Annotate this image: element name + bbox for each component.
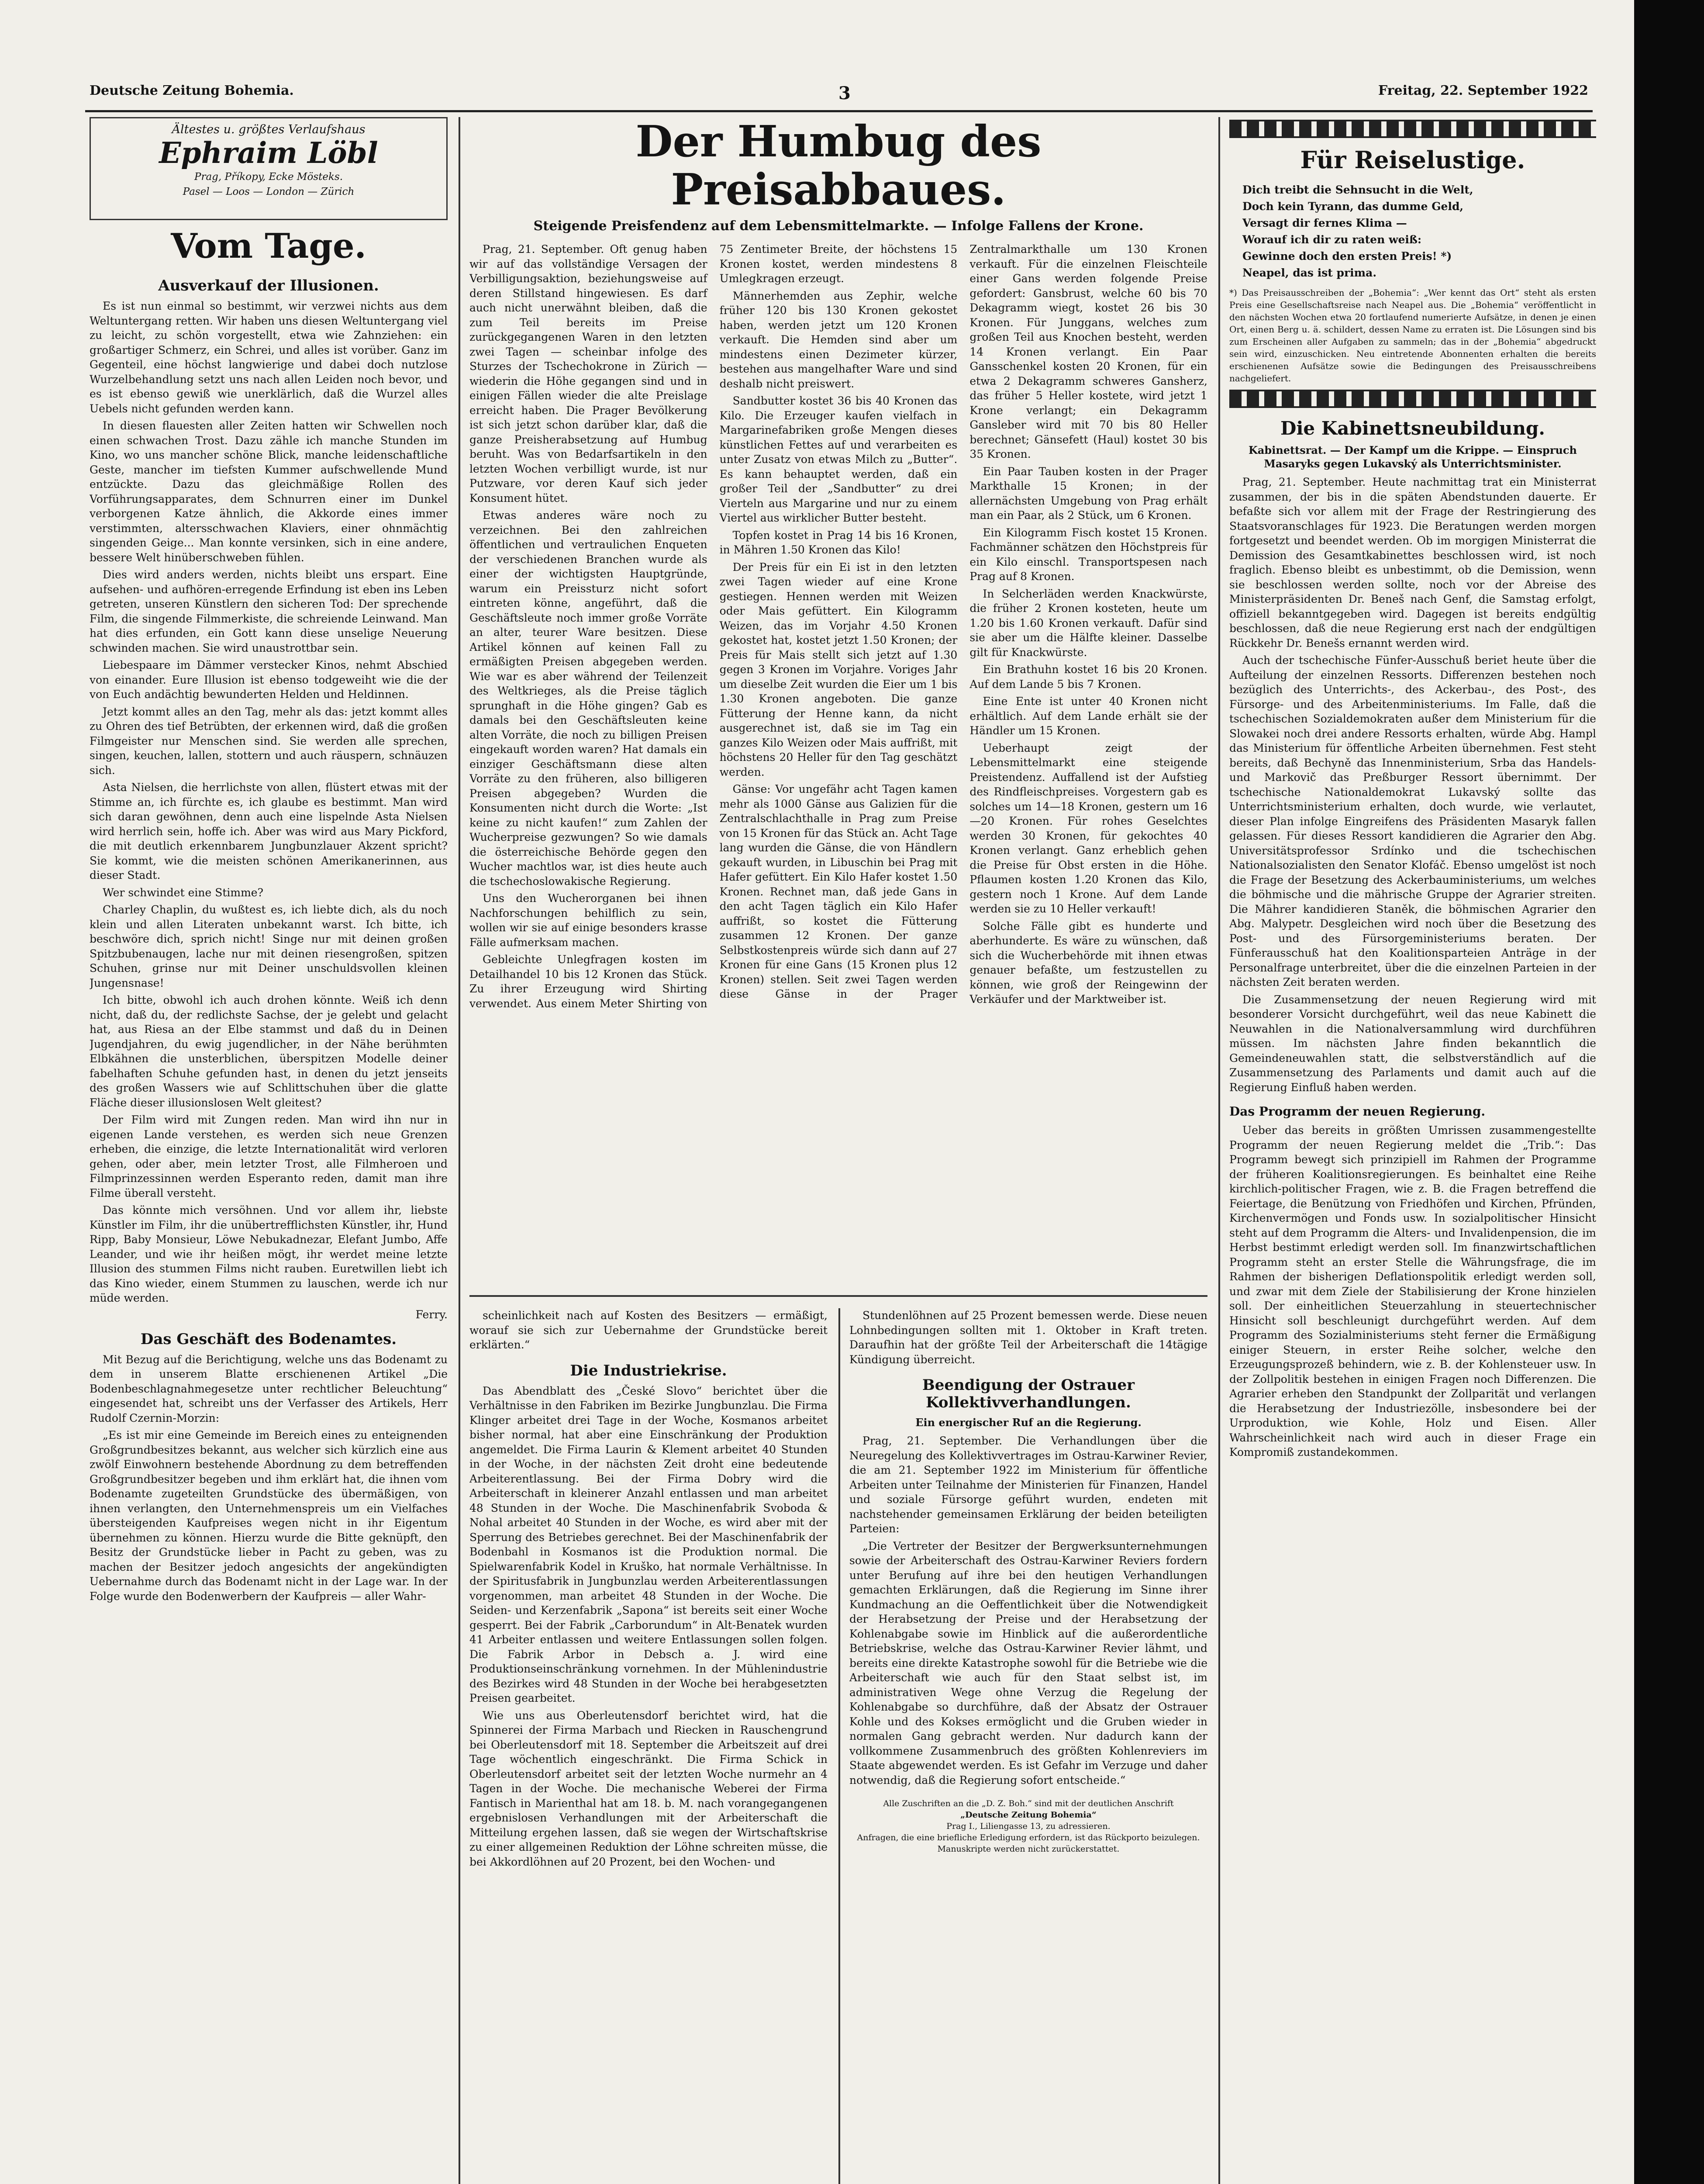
paragraph: Das Abendblatt des „České Slovo“ berichtet über die Verhältnisse in den Fabriken im Bezirke Jungbunzlau. Die Firma Klinger arbeitet drei Tage in der Woche, Kosmanos arbeitet bisher normal, hat aber eine Einschränkung der Produktion angemeldet. Die Firma Laurin & Klement arbeitet 40 Stunden in der Woche, in der nächsten Zeit droht eine bedeutende Arbeiterentlassung. Bei der Firma Dobry wird die Arbeiterschaft in kleinerer Anzahl entlassen und man arbeitet 48 Stunden in der Woche. Die Maschinenfabrik Svoboda & Nohal arbeitet 40 Stunden in der Woche, es wird aber mit der Sperrung des Betriebes gerechnet. Bei der Maschinenfabrik der Bodenbahl in Kosmanos ist die Produktion normal. Die Spielwarenfabrik Kodel in Kruško, hat normale Verhältnisse. In der Spiritusfabrik in Jungbunzlau werden Arbeiterentlassungen vorgenommen, man arbeitet 48 Stunden in der Woche. Die Seiden- und Kerzenfabrik „Sapona“ ist bereits seit einer Woche gesperrt. Bei der Fabrik „Carborundum“ in Alt-Benatek wurden 41 Arbeiter entlassen und weitere Entlassungen sollen folgen. Die Fabrik Arbor in Debsch a. J. wird eine Produktionseinschränkung vornehmen. In der Mühlenindustrie des Bezirkes wird 48 Stunden in der Woche bei herabgesetzten Preisen gearbeitet. xyxy=(469,1384,828,1704)
paragraph: Gebleichte Unlegfragen kosten im Detailhandel 10 bis 12 Kronen das Stück. Zu ihrer Erzeugung wird Shirting verwendet. Aus einem Meter Shirting von 75 Zentimeter Breite, der höchstens 15 Kronen kostet, werden mindestens 8 Umlegkragen erzeugt. xyxy=(469,243,958,1010)
column-middle-right xyxy=(849,1308,1207,2184)
ad-line: Pasel — Loos — London — Zürich xyxy=(183,186,355,197)
poem-line: Doch kein Tyrann, das dumme Geld, xyxy=(1242,200,1464,213)
main-article xyxy=(469,117,1207,1292)
column-right xyxy=(1229,117,1596,2184)
column-divider xyxy=(459,117,460,2184)
scan-edge xyxy=(1634,0,1704,2184)
ad-company-name: Ephraim Löbl xyxy=(159,136,378,170)
paragraph: Es ist nun einmal so bestimmt, wir verzwei nichts aus dem Weltuntergang retten. Wir haben uns diesen Weltuntergang viel zu leicht, zu schön vorgestellt, etwa wie Zahnziehen: ein großartiger Schmerz, ein Schrei, und alles ist vorüber. Ganz im Gegenteil, eine höchst langwierige und dabei doch nutzlose Wurzelbehandlung setzt uns nach allen Leiden noch bevor, und es ist ebenso gewiß wie unerklärlich, daß die Wurzel alles Uebels nicht gefunden werden kann. xyxy=(90,300,448,415)
masthead-left: Deutsche Zeitung Bohemia. xyxy=(90,83,294,98)
decorative-border xyxy=(1229,390,1596,408)
paragraph: Auch der tschechische Fünfer-Ausschuß beriet heute über die Aufteilung der einzelnen Ressorts. Differenzen bestehen noch bezüglich des Unterrichts-, des Ackerbau-, des Post-, des Fürsorge- und des Arbeitenministeriums. Im Falle, daß die tschechischen Sozialdemokraten außer dem Ministerium für die Slowakei noch drei andere Ressorts erhalten, würde Abg. Hampl das Ministerium für öffentliche Arbeiten übernehmen. Fest steht bereits, daß Bechyně das Innenministerium, Srba das Handels- und Markovič das Preßburger Ressort übernimmt. Der tschechische Nationaldemokrat Lukavský sollte das Unterrichtsministerium erhalten, doch wurde, wie verlautet, dieser Plan infolge Eingreifens des Präsidenten Masaryk fallen gelassen. Für dieses Ressort kandidieren die Agrarier den Abg. Universitätsprofessor Srdínko und die tschechischen Nationalsozialisten den Senator Klofáč. Ebenso umgelöst ist noch die Frage der Besetzung des Ackerbauministeriums, um welches die böhmische und die mährische Gruppe der Agrarier streiten. Die Mährer kandidieren Staněk, die böhmischen Agrarier den Abg. Malypetr. Desgleichen wird noch über die Besetzung des Post- und des Fürsorgeministeriums beraten. Der Fünferausschuß hat den Koalitionsparteien Anträge in der Personalfrage unterbreitet, über die die einzelnen Parteien in der nächsten Zeit beraten werden. xyxy=(1229,654,1596,988)
subheading: Das Programm der neuen Regierung. xyxy=(1229,1104,1486,1119)
paragraph: Der Preis für ein Ei ist in den letzten zwei Tagen wieder auf eine Krone gestiegen. Hennen werden mit Weizen oder Mais gefüttert. Ein Kilogramm Weizen, das im Vorjahr 4.50 Kronen gekostet hat, kostet jetzt 1.50 Kronen; der Preis für Mais stellt sich jetzt auf 1.30 gegen 3 Kronen im Vorjahre. Voriges Jahr um dieselbe Zeit wurden die Eier um 1 bis 1.30 Kronen angeboten. Die ganze Fütterung der Henne kann, da nicht ausgerechnet ist, daß sie im Tag ein ganzes Kilo Weizen oder Mais auffrißt, mit höchstens 20 Heller für den Tag geschätzt werden. xyxy=(719,560,958,778)
ad-line: Prag, Příkopy, Ecke Mösteks. xyxy=(194,171,343,183)
paragraph: Jetzt kommt alles an den Tag, mehr als das: jetzt kommt alles zu Ohren des tief Betrübten, der erkennen wird, daß die großen Filmgeister nur Menschen sind. Sie werden alle sprechen, singen, keuchen, lallen, stottern und auch räuspern, schnäuzen sich. xyxy=(90,705,448,777)
paragraph: Eine Ente ist unter 40 Kronen nicht erhältlich. Auf dem Lande erhält sie der Händler um 15 Kronen. xyxy=(969,695,1207,737)
paragraph: Mit Bezug auf die Berichtigung, welche uns das Bodenamt zu dem in unserem Blatte erschienenen Artikel „Die Bodenbeschlagnahmegesetze unter rechtlicher Beleuchtung“ eingesendet hat, schreibt uns der Verfasser des Artikels, Herr Rudolf Czernin-Morzin: xyxy=(90,1353,448,1424)
paragraph: Uns den Wucherorganen bei ihnen Nachforschungen behilflich zu sein, wollen wir sie auf einige besonders krasse Fälle aufmerksam machen. xyxy=(469,892,707,949)
paragraph: Ueber das bereits in größten Umrissen zusammengestellte Programm der neuen Regierung meldet die „Trib.“: Das Programm bewegt sich prinzipiell im Rahmen der Programme der früheren Koalitionsregierungen. Es beinhaltet eine Reihe kirchlich-politischer Fragen, wie z. B. die Fragen betreffend die Feiertage, die Benützung von Friedhöfen und Kirchen, Pfründen, Kirchenvermögen und Fonds usw. In sozialpolitischer Hinsicht steht auf dem Programm die Alters- und Invalidenpension, die im Herbst bestimmt erledigt werden soll. Im finanzwirtschaftlichen Programm steht an erster Stelle die Währungsfrage, die im Rahmen der bisherigen Deflationspolitik erledigt werden soll, und zwar mit dem Ziele der Stabilisierung der Krone hinzielen soll. Der einheitlichen Steuerzahlung in steuertechnischer Hinsicht soll beschleunigt durchgeführt werden. Auf dem Programm des Sozialministeriums steht ferner die Ermäßigung einiger Steuern, in erster Reihe solcher, welche den Erzeugungsprozeß behindern, wie z. B. der Kohlensteuer usw. In der Zollpolitik bestehen in einigen Fragen noch Differenzen. Die Agrarier erheben den Standpunkt der Zollparität und verlangen die Herabsetzung der Industriezölle, insbesondere bei der Urproduktion, wie Kohle, Holz und Eisen. Aller Wahrscheinlichkeit nach wird auch in dieser Frage ein Kompromiß zustandekommen. xyxy=(1229,1124,1596,1458)
masthead-date: Freitag, 22. September 1922 xyxy=(1378,83,1588,98)
paragraph: „Es ist mir eine Gemeinde im Bereich eines zu enteignenden Großgrundbesitzes bekannt, aus welcher sich kürzlich eine aus zwölf Einwohnern bestehende Abordnung zu dem betreffenden Großgrundbesitzer begeben und ihm erklärt hat, die ihnen vom Bodenamte zugeteilten Grundstücke des übermäßigen, von ihnen verlangten, den Unternehmenspreis um ein Vielfaches übersteigenden Kaufpreises wegen nicht in ihr Eigentum übernehmen zu können. Hierzu wurde die Bitte geknüpft, den Besitz der Grundstücke lieber in Pacht zu geben, was zu machen der Besitzer jedoch angesichts der angekündigten Uebernahme durch das Bodenamt nicht in der Lage war. In der Folge wurde den Bodenwerbern der Kaufpreis — aller Wahr- xyxy=(90,1429,448,1603)
paragraph: Prag, 21. September. Heute nachmittag trat ein Ministerrat zusammen, der bis in die späten Abendstunden dauerte. Er befaßte sich vor allem mit der Frage der Restringierung des Staatsvoranschlages für 1923. Die Beratungen werden morgen fortgesetzt und beendet werden. Ob im morgigen Ministerrat die Demission des Gesamtkabinettes beschlossen wird, ist noch fraglich. Ebenso bleibt es unbestimmt, ob die Demission, wenn sie beschlossen werden sollte, noch vor der Abreise des Ministerpräsidenten Dr. Beneš nach Genf, die Samstag erfolgt, offiziell bekanntgegeben wird. Dagegen ist bereits endgültig beschlossen, daß die neue Regierung erst nach der endgültigen Rückkehr Dr. Benešs ernannt werden wird. xyxy=(1229,476,1596,650)
poem-line: Versagt dir fernes Klima — xyxy=(1242,217,1407,229)
ad-line: Ältestes u. größtes Verlaufshaus xyxy=(172,123,366,136)
editorial-address xyxy=(849,1798,1207,1855)
paragraph: Wie uns aus Oberleutensdorf berichtet wird, hat die Spinnerei der Firma Marbach und Riecken in Rauschengrund bei Oberleutensdorf mit 18. September die Arbeitszeit auf drei Tage wöchentlich eingeschränkt. Die Firma Schick in Oberleutensdorf arbeitet seit der letzten Woche nurmehr an 4 Tagen in der Woche. Die mechanische Weberei der Firma Fantisch in Marienthal hat am 18. b. M. nach vorangegangenen ergebnislosen Verhandlungen mit der Arbeiterschaft die Mitteilung ergehen lassen, daß sie wegen der Wirtschaftskrise zu einer allgemeinen Reduktion der Löhne schreiten müsse, die bei Akkordlöhnen auf 20 Prozent, bei den Wochen- und xyxy=(469,1709,828,1868)
article-deck: Ein energischer Ruf an die Regierung. xyxy=(915,1416,1142,1429)
article-title: Beendigung der Ostrauer Kollektivverhandlungen. xyxy=(922,1376,1135,1411)
poem-line: Neapel, das ist prima. xyxy=(1242,266,1377,279)
masthead-rule xyxy=(85,110,1593,112)
headline: Der Humbug des Preisabbaues. xyxy=(635,117,1042,215)
column-middle-left xyxy=(469,1308,828,2184)
paragraph: Etwas anderes wäre noch zu verzeichnen. Bei den zahlreichen öffentlichen und vertraulichen Enqueten der verschiedenen Branchen wurde als einer der wichtigsten Hauptgründe, warum ein Preissturz nicht sofort eintreten könne, angeführt, daß die Geschäftsleute noch immer große Vorräte an alter, teurer Ware besitzen. Diese Artikel können auf keinen Fall zu ermäßigten Preisen abgegeben werden. Wie war es aber während der Teilenzeit des Weltkrieges, als die Preise täglich sprunghaft in die Höhe gingen? Gab es damals bei den Geschäftsleuten keine alten Vorräte, die noch zu billigen Preisen eingekauft worden waren? Hat damals ein einziger Geschäftsmann diese alten Vorräte zu den früheren, also billigeren Preisen abgegeben? Wurden die Konsumenten nicht durch die Worte: „Ist keine zu nicht kaufen!“ zum Zahlen der Wucherpreise gezwungen? So wie damals die österreichische Behörde gegen den Wucher machtlos war, ist dies heute auch die tschechoslowakische Regierung. xyxy=(469,509,707,888)
address-line: Manuskripte werden nicht zurückerstattet. xyxy=(937,1844,1120,1854)
paragraph: Liebespaare im Dämmer verstecker Kinos, nehmt Abschied von einander. Eure Illusion ist ebenso todgeweiht wie die der von Euch andächtig bewunderten Helden und Heldinnen. xyxy=(90,659,448,701)
paragraph: „Die Vertreter der Besitzer der Bergwerksunternehmungen sowie der Arbeiterschaft des Ostrau-Karwiner Reviers fordern unter Berufung auf ihre bei den heutigen Verhandlungen gemachten Erklärungen, daß die Regierung im Sinne ihrer Kundmachung an die Oeffentlichkeit über die Notwendigkeit der Herabsetzung der Preise und der Herabsetzung der Kohlenabgabe sowie im Hinblick auf die außerordentliche Betriebskrise, welche das Ostrau-Karwiner Revier lähmt, und bereits eine direkte Katastrophe sowohl für die Betriebe wie die Arbeiterschaft wie auch für den Staat selbst ist, im administrativen Wege ohne Verzug die Regelung der Kohlenabgabe so durchführe, daß der Absatz der Ostrauer Kohle und des Kokses ermöglicht und die Gruben wieder in normalen Gang gebracht werden. Nur dadurch kann der vollkommene Zusammenbruch des größten Kohlenreviers im Staate abgewendet werden. Es ist Gefahr im Verzuge und daher notwendig, daß die Regierung sofort entscheide.“ xyxy=(849,1539,1207,1787)
page-number: 3 xyxy=(838,83,851,104)
paragraph: scheinlichkeit nach auf Kosten des Besitzers — ermäßigt, worauf sie sich zur Uebernahme der Grundstücke bereit erklärten.“ xyxy=(469,1309,828,1351)
article-title: Ausverkauf der Illusionen. xyxy=(158,277,379,294)
headline-deck: Steigende Preisfendenz auf dem Lebensmittelmarkte. — Infolge Fallens der Krone. xyxy=(533,218,1144,234)
paragraph: Der Film wird mit Zungen reden. Man wird ihn nur in eigenen Lande verstehen, es werden sich neue Grenzen erheben, die einzige, die letzte Internationalität wird verloren gehen, oder aber, mein letzter Trost, alle Filmheroen und Filmprinzessinnen werden Esperanto reden, damit man ihre Filme überall versteht. xyxy=(90,1113,448,1199)
section-title: Vom Tage. xyxy=(171,226,366,266)
address-line: „Deutsche Zeitung Bohemia“ xyxy=(960,1810,1097,1820)
paragraph: Gänse: Vor ungefähr acht Tagen kamen mehr als 1000 Gänse aus Galizien für die Zentralschlachthalle in Prag zum Preise von 15 Kronen für das Stück an. Acht Tage lang wurden die Gänse, die von Händlern gekauft wurden, in Libuschin bei Prag mit Hafer gefüttert. Ein Kilo Hafer kostet 1.50 Kronen. Rechnet man, daß jede Gans in den acht Tagen täglich ein Kilo Hafer auffrißt, so kostet die Fütterung zusammen 12 Kronen. Der ganze Selbstkostenpreis würde sich dann auf 27 Kronen für eine Gans (15 Kronen plus 12 Kronen) stellen. Seit zwei Tagen werden diese Gänse in der Prager Zentralmarkthalle um 130 Kronen verkauft. Für die einzelnen Fleischteile einer Gans werden folgende Preise gefordert: Gansbrust, welche 60 bis 70 Dekagramm wiegt, kostet 26 bis 30 Kronen. Für Junggans, welches zum großen Teil aus Knochen besteht, werden 14 Kronen verlangt. Ein Paar Gansschenkel kosten 20 Kronen, für ein etwa 2 Dekagramm schweres Gansherz, das früher 5 Heller kostete, wird jetzt 1 Krone verlangt; ein Dekagramm Gansleber wird mit 70 bis 80 Heller berechnet; Gänsefett (Haul) kostet 30 bis 35 Kronen. xyxy=(719,243,1207,1000)
column-left xyxy=(90,117,448,2184)
paragraph: Prag, 21. September. Oft genug haben wir auf das vollständige Versagen der Verbilligungsaktion, beziehungsweise auf deren Stillstand hingewiesen. Es darf auch nicht unerwähnt bleiben, daß die zum Teil bereits im Preise zurückgegangenen Waren in den letzten zwei Tagen — scheinbar infolge des Sturzes der Tschechokrone in Zürich — wiederin die Höhe gegangen sind und in einigen Fällen wieder die alte Preislage erreicht haben. Die Prager Bevölkerung ist sich jetzt schon darüber klar, daß die ganze Preisherabsetzung auf Humbug beruht. Was von Bedarfsartikeln in den letzten Wochen verbilligt wurde, ist nur Putzware, vor deren Kauf sich jeder Konsument hütet. xyxy=(469,243,707,505)
paragraph: Stundenlöhnen auf 25 Prozent bemessen werde. Diese neuen Lohnbedingungen sollten mit 1. Oktober in Kraft treten. Daraufhin hat der größte Teil der Arbeiterschaft die 14tägige Kündigung überreicht. xyxy=(849,1309,1207,1366)
footnote: *) Das Preisausschreiben der „Bohemia“: „Wer kennt das Ort“ steht als ersten Preis eine Gesellschaftsreise nach Neapel aus. Die „Bohemia“ veröffentlicht in den nächsten Wochen etwa 20 fortlaufend numerierte Aufsätze, in denen je einen Ort, einen Berg u. ä. schildert, dessen Name zu erraten ist. Die Lösungen sind bis zum Erscheinen aller Aufgaben zu sammeln; das in der „Bohemia“ abgedruckt sein wird, einzuschicken. Neu eintretende Abonnenten erhalten die bereits erschienenen Aufsätze sowie die Bedingungen des Preisausschreibens nachgeliefert. xyxy=(1229,287,1596,384)
paragraph: Prag, 21. September. Die Verhandlungen über die Neuregelung des Kollektivvertrages im Ostrau-Karwiner Revier, die am 21. September 1922 im Ministerium für öffentliche Arbeiten unter Teilnahme der Ministerien für Finanzen, Handel und soziale Fürsorge geführt wurden, endeten mit nachstehender gemeinsamen Erklärung der beiden beteiligten Parteien: xyxy=(849,1434,1207,1535)
article-deck: Kabinettsrat. — Der Kampf um die Krippe. — Einspruch Masaryks gegen Lukavský als Unterrichtsminister. xyxy=(1249,444,1577,470)
paragraph: Topfen kostet in Prag 14 bis 16 Kronen, in Mähren 1.50 Kronen das Kilo! xyxy=(719,529,958,556)
paragraph: Ein Kilogramm Fisch kostet 15 Kronen. Fachmänner schätzen den Höchstpreis für ein Kilo einschl. Transportspesen nach Prag auf 8 Kronen. xyxy=(969,526,1207,583)
poem-line: Dich treibt die Sehnsucht in die Welt, xyxy=(1242,183,1473,196)
paragraph: Charley Chaplin, du wußtest es, ich liebte dich, als du noch klein und allen Literaten unbekannt warst. Ich bitte, ich beschwöre dich, sprich nicht! Singe nur mit deinen großen Spitzbubenaugen, lache nur mit deinen riesengroßen, spitzen Schuhen, grinse nur mit Deiner unschuldsvollen kleinen Jungensnase! xyxy=(90,903,448,989)
poem-line: Worauf ich dir zu raten weiß: xyxy=(1242,233,1422,246)
paragraph: Das könnte mich versöhnen. Und vor allem ihr, liebste Künstler im Film, ihr die unübertrefflichsten Künstler, ihr, Hund Ripp, Baby Monsieur, Löwe Nebukadnezar, Elefant Jumbo, Affe Leander, und wie ihr heißen mögt, ihr werdet meine letzte Illusion des stummen Films nicht rauben. Euretwillen liebt ich das Kino wieder, einem Stummen zu lauschen, werde ich nur müde werden. xyxy=(90,1204,448,1304)
paragraph: In Selcherläden werden Knackwürste, die früher 2 Kronen kosteten, heute um 1.20 bis 1.60 Kronen verkauft. Dafür sind sie aber um die Hälfte kleiner. Dasselbe gilt für Knackwürste. xyxy=(969,587,1207,659)
paragraph: Sandbutter kostet 36 bis 40 Kronen das Kilo. Die Erzeuger kaufen vielfach in Margarinefabriken große Mengen dieses künstlichen Fettes auf und verarbeiten es unter Zusatz von etwas Milch zu „Butter“. Es kann behauptet werden, daß ein großer Teil der „Sandbutter“ zu drei Vierteln aus Margarine und nur zu einem Viertel aus wirklicher Butter besteht. xyxy=(719,394,958,524)
paragraph: Asta Nielsen, die herrlichste von allen, flüstert etwas mit der Stimme an, ich fürchte es, ich glaube es bestimmt. Man wird sich daran gewöhnen, denn auch eine lispelnde Asta Nielsen wird herrlich sein, hoffe ich. Aber was wird aus Mary Pickford, die mit deutlich erkennbarem Jungbunzlauer Akzent spricht? Sie kommt, wie die meisten schönen Amerikanerinnen, aus dieser Stadt. xyxy=(90,781,448,881)
article-title: Die Kabinettsneubildung. xyxy=(1280,418,1545,439)
poem-title: Für Reiselustige. xyxy=(1300,146,1525,174)
address-line: Anfragen, die eine briefliche Erledigung erfordern, ist das Rückporto beizulegen. xyxy=(857,1833,1200,1842)
paragraph: Die Zusammensetzung der neuen Regierung wird mit besonderer Vorsicht durchgeführt, weil das neue Kabinett die Neuwahlen in die Nationalversammlung wird durchführen müssen. Im nächsten Jahre finden bekanntlich die Gemeindeneuwahlen statt, die selbstverständlich auf die Zusammensetzung des Parlaments und damit auch auf die Regierung Einfluß haben werden. xyxy=(1229,993,1596,1094)
poem-line: Gewinne doch den ersten Preis! *) xyxy=(1242,250,1452,263)
advertisement xyxy=(90,117,448,220)
paragraph: Wer schwindet eine Stimme? xyxy=(103,886,263,899)
address-line: Prag I., Liliengasse 13, zu adressieren. xyxy=(946,1821,1111,1831)
column-divider xyxy=(838,1308,840,2184)
address-line: Alle Zuschriften an die „D. Z. Boh.“ sind mit der deutlichen Anschrift xyxy=(883,1799,1174,1808)
paragraph: Ein Brathuhn kostet 16 bis 20 Kronen. Auf dem Lande 5 bis 7 Kronen. xyxy=(969,663,1207,691)
article-title: Das Geschäft des Bodenamtes. xyxy=(140,1330,397,1348)
column-divider xyxy=(1218,117,1220,2184)
poem xyxy=(1242,182,1596,281)
article-title: Die Industriekrise. xyxy=(570,1362,727,1379)
paragraph: Ein Paar Tauben kosten in der Prager Markthalle 15 Kronen; in der allernächsten Umgebung von Prag erhält man ein Paar, als 2 Stück, um 6 Kronen. xyxy=(969,465,1207,522)
decorative-border xyxy=(1229,120,1596,138)
paragraph: Ueberhaupt zeigt der Lebensmittelmarkt eine steigende Preistendenz. Auffallend ist der Aufstieg des Rindfleischpreises. Vorgestern gab es solches um 14—18 Kronen, gestern um 16—20 Kronen. Für rohes Geselchtes werden 30 Kronen, für gekochtes 40 Kronen verlangt. Ganz erheblich gehen die Preise für Obst ersten in die Höhe. Pflaumen kosten 1.20 Kronen das Kilo, gestern noch 1 Krone. Auf dem Lande werden sie zu 10 Heller verkauft! xyxy=(969,741,1207,915)
paragraph: Dies wird anders werden, nichts bleibt uns erspart. Eine aufsehen- und aufhören-erregende Erfindung ist eben ins Leben getreten, unseren Künstlern den sicheren Tod: Der sprechende Film, die singende Filmmerkiste, die schreiende Leinwand. Man hat dies erfunden, ein Gott kann diese unselige Neuerung schwinden machen. Sie wird unaustrottbar sein. xyxy=(90,568,448,654)
paragraph: In diesen flauesten aller Zeiten hatten wir Schwellen noch einen schwachen Trost. Dazu zähle ich manche Stunden im Kino, wo uns mancher schöne Blick, manche leidenschaftliche Geste, mancher im tiefsten Kummer aufschwellende Mund entzückte. Dazu das gleichmäßige Rollen des Vorführungsapparates, dem Schnurren einer im Dunkel verborgenen Katze ähnlich, die Akkorde eines immer verstimmten, altersschwachen Klaviers, einer ohnmächtig singenden Geige... Man konnte versinken, sich in eine andere, bessere Welt hinüberschweben fühlen. xyxy=(90,419,448,564)
section-divider xyxy=(469,1295,1207,1297)
paragraph: Männerhemden aus Zephir, welche früher 120 bis 130 Kronen gekostet haben, werden jetzt um 120 Kronen verkauft. Die Hemden sind aber um mindestens einen Dezimeter kürzer, bestehen aus mangelhafter Ware und sind deshalb nicht preiswert. xyxy=(719,289,958,390)
article-body xyxy=(469,242,1207,1011)
paragraph: Ich bitte, obwohl ich auch drohen könnte. Weiß ich denn nicht, daß du, der redlichste Sachse, der je gelebt und gelacht hat, aus Riesa an der Elbe stammst und daß du in Deinen Jugendjahren, du ewig jugendlicher, in der Nähe berühmten Elbkähnen die unsterblichen, überspitzen Modelle deiner fabelhaften Schuhe gefunden hast, in denen du jetzt jenseits des großen Wassers wie auf Schlittschuhen über die glatte Fläche dieser illusionslosen Welt gleitest? xyxy=(90,994,448,1109)
paragraph: Solche Fälle gibt es hunderte und aberhunderte. Es wäre zu wünschen, daß sich die Wucherbehörde mit ihnen etwas genauer befaßte, um festzustellen zu können, wie groß der Reingewinn der Verkäufer und der Marktweiber ist. xyxy=(969,919,1207,1006)
byline: Ferry. xyxy=(415,1308,448,1321)
